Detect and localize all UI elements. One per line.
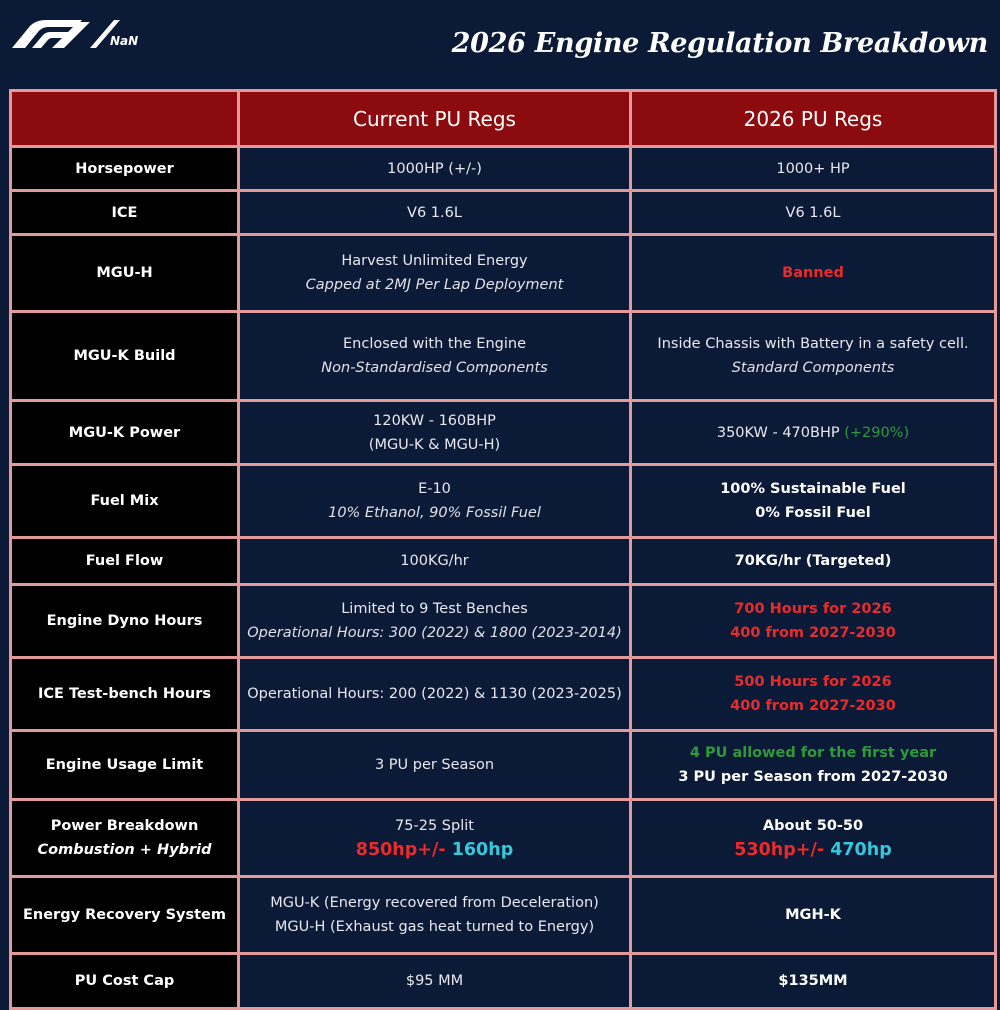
- row-label-fuel-flow: Fuel Flow: [12, 539, 237, 583]
- cell-usage-limit-2026: [632, 732, 994, 798]
- cell-fuel-flow-current: 100KG/hr: [240, 539, 629, 583]
- cell-text-green: (+290%): [844, 424, 910, 441]
- cell-text-line: [717, 421, 909, 445]
- cell-text-green: 4 PU allowed for the first year: [689, 745, 937, 761]
- cell-text-italic: Non-Standardised Components: [321, 360, 548, 376]
- cell-text: 350KW - 470BHP: [716, 424, 840, 441]
- cell-cost-cap-current: $95 MM: [240, 955, 629, 1007]
- cell-ice-2026: V6 1.6L: [632, 192, 994, 233]
- row-label-horsepower: Horsepower: [12, 148, 237, 189]
- column-header-current: Current PU Regs: [240, 92, 629, 145]
- cell-text-italic: Capped at 2MJ Per Lap Deployment: [305, 277, 564, 293]
- cell-mguk-power-current: [240, 402, 629, 463]
- row-label-ers: Energy Recovery System: [12, 878, 237, 952]
- row-label-mguk-build: MGU-K Build: [12, 313, 237, 399]
- cell-text: MGU-K (Energy recovered from Deceleration): [270, 895, 599, 911]
- row-label-text: Power Breakdown: [50, 818, 199, 834]
- row-label-power-breakdown: [12, 801, 237, 875]
- cell-text: 75-25 Split: [395, 818, 474, 834]
- cell-mguk-power-2026: [632, 402, 994, 463]
- cell-text-line: [356, 838, 513, 862]
- hybrid-hp-value: 470hp: [830, 840, 892, 860]
- cell-text: Harvest Unlimited Energy: [341, 253, 528, 269]
- cell-mguh-2026: [632, 236, 994, 310]
- cell-mguk-build-current: [240, 313, 629, 399]
- combustion-hp-value: 530hp+/-: [734, 840, 825, 860]
- cell-text: E-10: [418, 481, 451, 497]
- cell-text: Inside Chassis with Battery in a safety cell.: [657, 336, 969, 352]
- row-label-testbench-hours: ICE Test-bench Hours: [12, 659, 237, 729]
- row-label-dyno-hours: Engine Dyno Hours: [12, 586, 237, 656]
- row-label-cost-cap: PU Cost Cap: [12, 955, 237, 1007]
- logo-subtext: NaN: [110, 34, 139, 48]
- hybrid-hp-value: 160hp: [451, 840, 514, 860]
- cell-text-bold: About 50-50: [762, 818, 864, 834]
- cell-ers-current: [240, 878, 629, 952]
- cell-text-bold: $135MM: [778, 973, 848, 989]
- cell-text: (MGU-K & MGU-H): [368, 436, 501, 453]
- cell-usage-limit-current: 3 PU per Season: [240, 732, 629, 798]
- row-label-text-italic: Combustion + Hybrid: [37, 842, 212, 858]
- cell-horsepower-current: 1000HP (+/-): [240, 148, 629, 189]
- cell-power-breakdown-2026: [632, 801, 994, 875]
- cell-text-bold: MGH-K: [785, 907, 841, 923]
- cell-text-red: 500 Hours for 2026: [734, 674, 892, 690]
- cell-text-red: 400 from 2027-2030: [730, 698, 896, 714]
- cell-text-bold: 70KG/hr (Targeted): [734, 553, 892, 569]
- row-label-mguh: MGU-H: [12, 236, 237, 310]
- cell-dyno-hours-current: [240, 586, 629, 656]
- cell-text-italic: 10% Ethanol, 90% Fossil Fuel: [328, 505, 541, 521]
- cell-testbench-hours-2026: [632, 659, 994, 729]
- cell-fuel-mix-current: [240, 466, 629, 536]
- cell-text-red: Banned: [782, 265, 844, 281]
- cell-text: Limited to 9 Test Benches: [341, 601, 528, 617]
- cell-text-red: 700 Hours for 2026: [734, 601, 892, 617]
- column-header-2026: 2026 PU Regs: [632, 92, 994, 145]
- page-title: 2026 Engine Regulation Breakdown: [451, 28, 988, 59]
- row-label-usage-limit: Engine Usage Limit: [12, 732, 237, 798]
- regulation-table: [9, 89, 997, 1010]
- header-blank-cell: [12, 92, 237, 145]
- f1-logo-icon: [12, 18, 122, 50]
- cell-mguk-build-2026: [632, 313, 994, 399]
- cell-text-line: [734, 838, 891, 862]
- row-label-ice: ICE: [12, 192, 237, 233]
- cell-text: Enclosed with the Engine: [343, 336, 526, 352]
- row-label-fuel-mix: Fuel Mix: [12, 466, 237, 536]
- cell-mguh-current: [240, 236, 629, 310]
- header: [0, 0, 1000, 88]
- cell-text-bold: 3 PU per Season from 2027-2030: [678, 769, 948, 785]
- cell-cost-cap-2026: [632, 955, 994, 1007]
- cell-text-bold: 0% Fossil Fuel: [755, 505, 871, 521]
- cell-text: MGU-H (Exhaust gas heat turned to Energy): [274, 919, 595, 935]
- cell-power-breakdown-current: [240, 801, 629, 875]
- cell-fuel-flow-2026: [632, 539, 994, 583]
- cell-text: 120KW - 160BHP: [373, 412, 496, 429]
- cell-ers-2026: [632, 878, 994, 952]
- cell-ice-current: V6 1.6L: [240, 192, 629, 233]
- cell-text-italic: Operational Hours: 300 (2022) & 1800 (2023-2014): [247, 625, 622, 641]
- cell-dyno-hours-2026: [632, 586, 994, 656]
- combustion-hp-value: 850hp+/-: [355, 840, 446, 860]
- cell-text-italic: Standard Components: [731, 360, 895, 376]
- cell-text-bold: 100% Sustainable Fuel: [720, 481, 906, 497]
- cell-horsepower-2026: 1000+ HP: [632, 148, 994, 189]
- cell-fuel-mix-2026: [632, 466, 994, 536]
- cell-testbench-hours-current: Operational Hours: 200 (2022) & 1130 (2023-2025): [240, 659, 629, 729]
- cell-text-red: 400 from 2027-2030: [730, 625, 896, 641]
- row-label-mguk-power: MGU-K Power: [12, 402, 237, 463]
